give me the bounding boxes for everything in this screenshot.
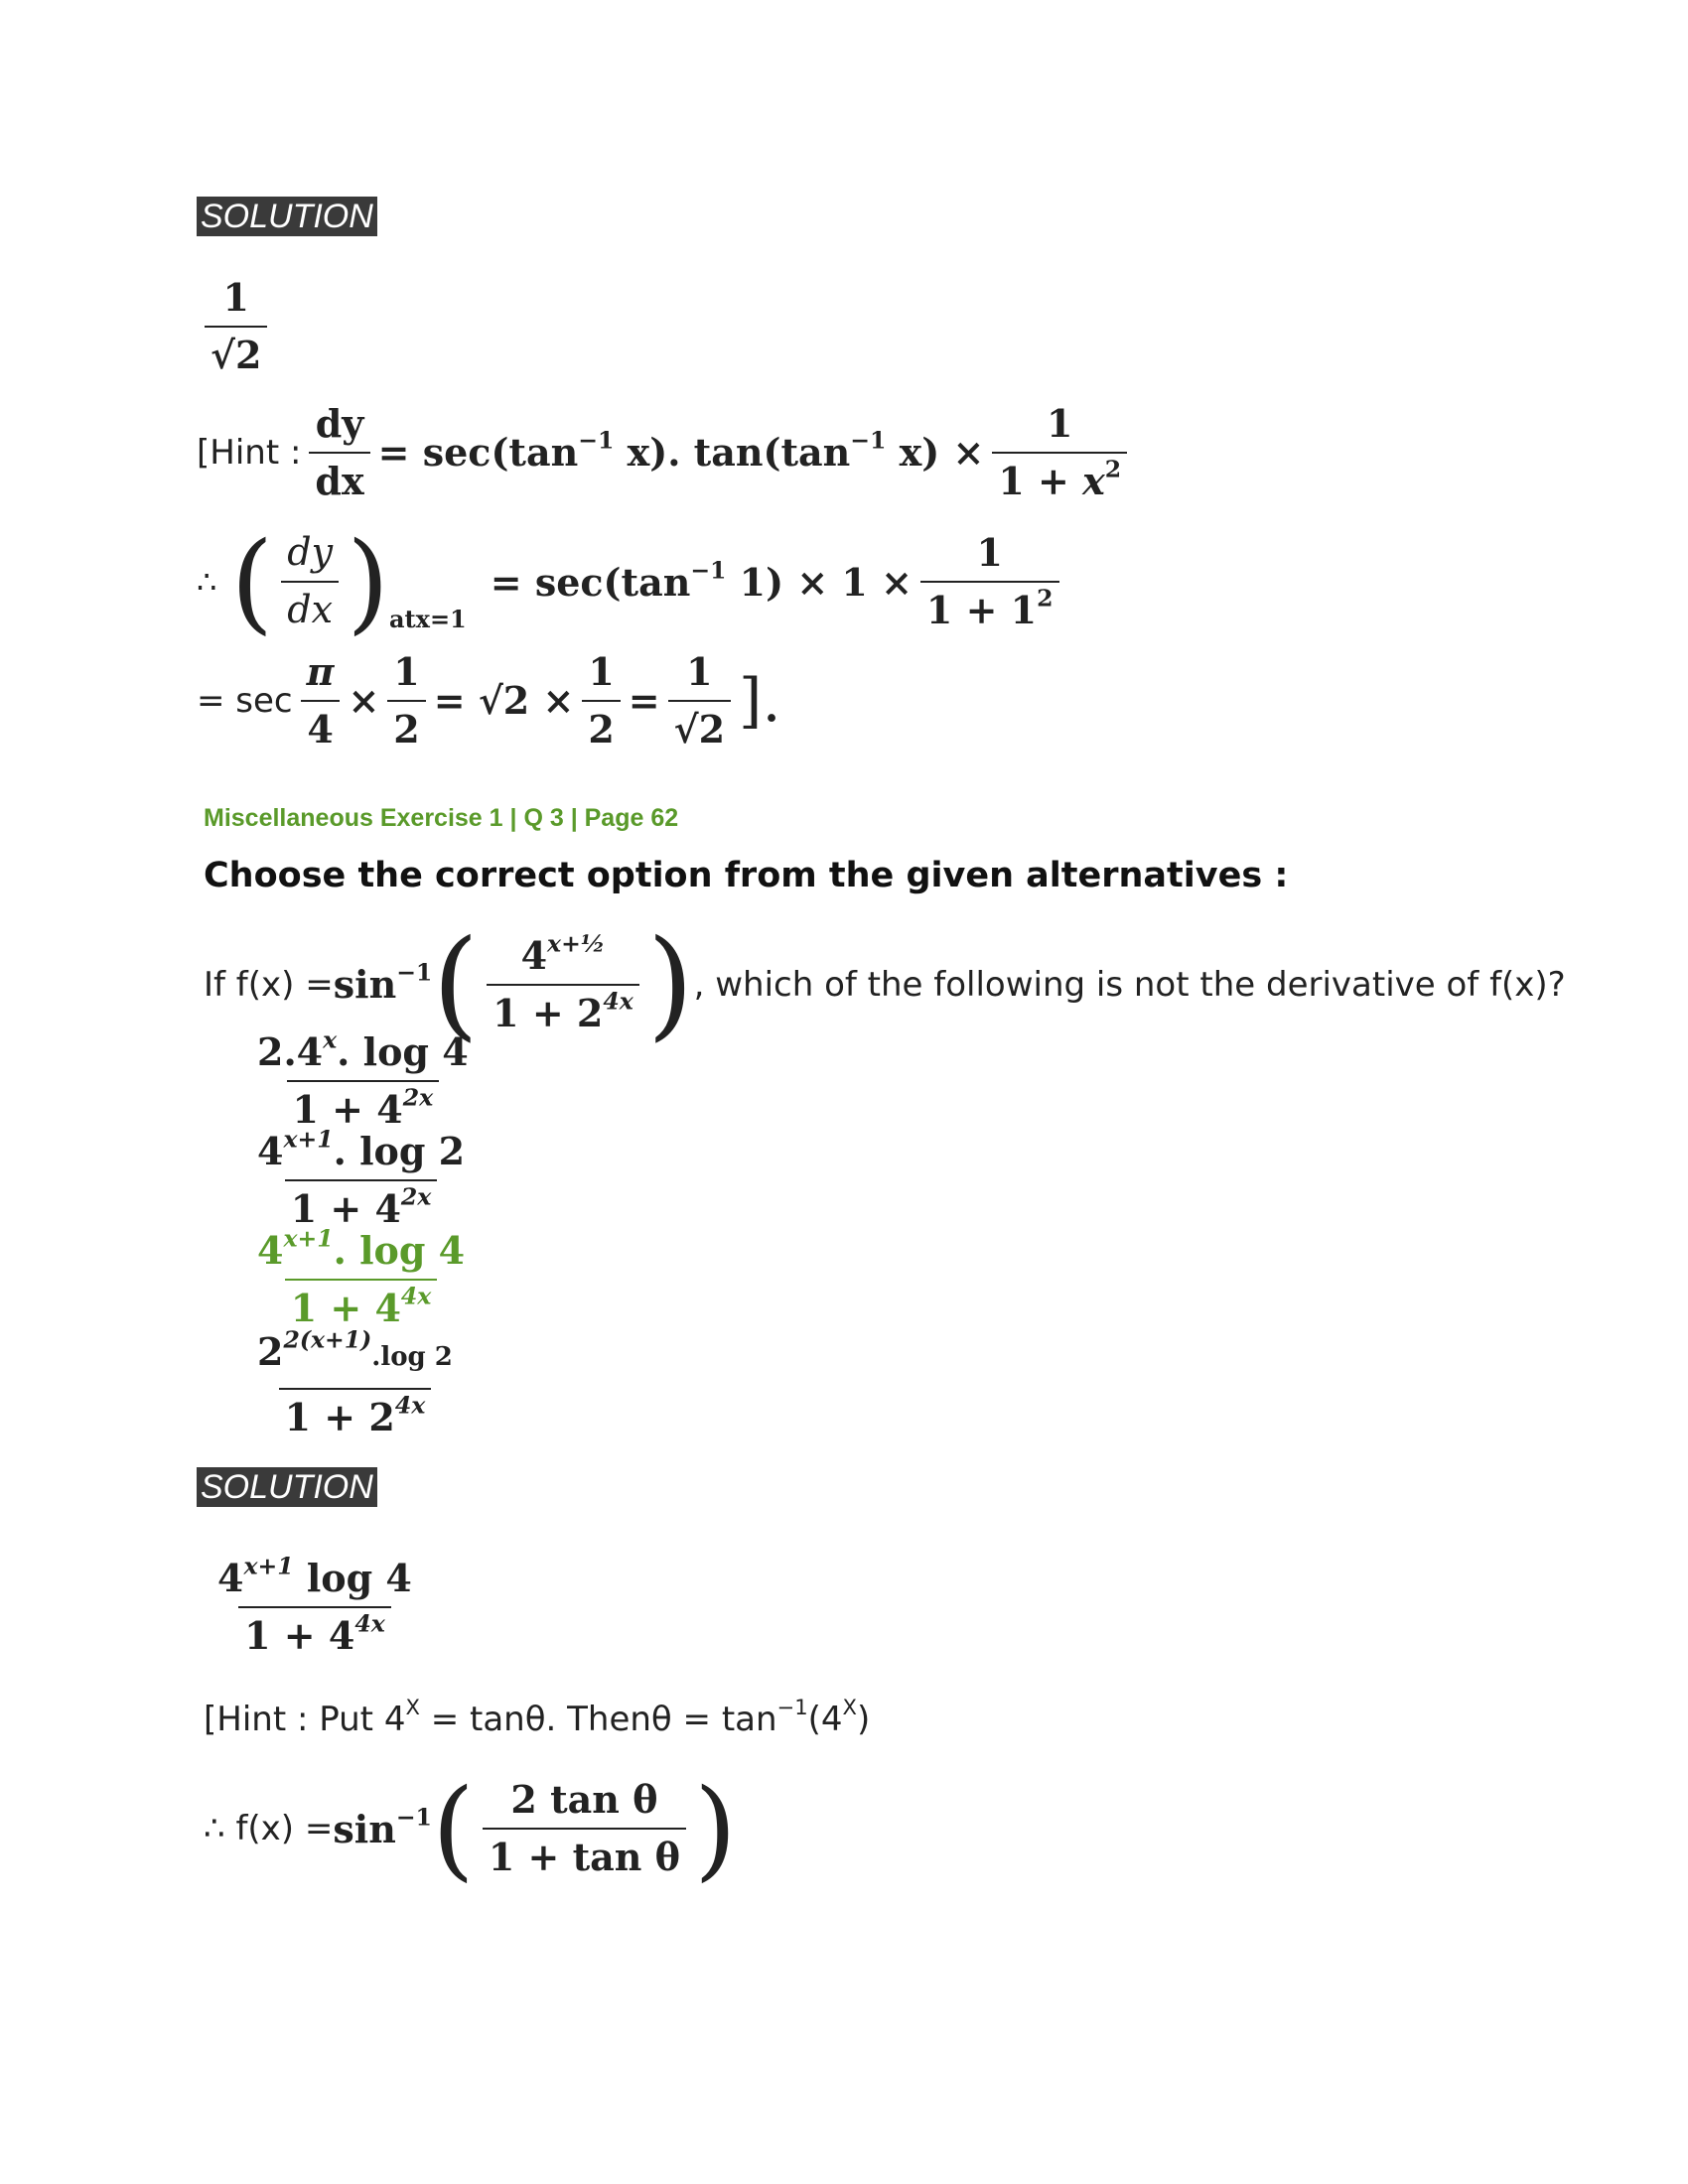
- den-a: 1 + 2: [492, 990, 604, 1035]
- option-c-correct[interactable]: [243, 1224, 479, 1330]
- num-b: log 4: [293, 1556, 412, 1600]
- num-exp: 2(x+1): [283, 1325, 372, 1354]
- question-title: Choose the correct option from the given alternatives :: [204, 856, 1289, 895]
- den-exp: 4x: [354, 1609, 385, 1638]
- dx: dx: [309, 452, 369, 503]
- hint2-b: = tanθ. Thenθ = tan: [419, 1700, 777, 1739]
- den-b: x: [1082, 458, 1105, 503]
- den-exp: 2x: [400, 1182, 432, 1211]
- num-exp: x+1: [243, 1552, 294, 1580]
- den-exp: 4x: [394, 1391, 426, 1420]
- tan-den: 1 + tan θ: [483, 1828, 686, 1879]
- tan-fraction: [483, 1778, 686, 1878]
- num-b: . log 4: [337, 1029, 469, 1074]
- pi-over-4: [301, 650, 341, 751]
- dy: dy: [287, 530, 334, 575]
- hint2-a: [Hint : Put 4: [204, 1700, 406, 1739]
- option-d[interactable]: [243, 1325, 467, 1439]
- num-exp: x+1: [283, 1125, 334, 1154]
- sup-x: X: [405, 1695, 420, 1720]
- sup-square: 2: [1104, 455, 1122, 483]
- answer-denominator: √2: [205, 326, 267, 377]
- den-a: 1 +: [998, 458, 1083, 503]
- close-paren: ): [347, 518, 389, 645]
- therefore-rhs: [490, 555, 913, 605]
- one: 1: [393, 649, 420, 694]
- sup-x: X: [842, 1695, 857, 1720]
- den-a: 1 + 2: [284, 1394, 395, 1439]
- one-half: [387, 650, 425, 751]
- hint-frac-den: [992, 452, 1127, 503]
- one-over-root2: [668, 650, 731, 751]
- num-b: .log 2: [371, 1342, 453, 1372]
- close-paren: ): [694, 1765, 737, 1892]
- hint-prefix: [Hint :: [197, 432, 302, 473]
- den-a: 1 + 4: [292, 1086, 403, 1132]
- open-paren: (: [432, 915, 480, 1053]
- therefore-prefix: ∴ f(x) =: [204, 1809, 334, 1848]
- therefore-symbol: ∴: [197, 563, 217, 601]
- hint-rhs-a: (tan: [491, 430, 579, 476]
- sup-inverse: −1: [850, 426, 887, 455]
- sup-inverse: −1: [776, 1695, 808, 1720]
- hint-rhs-b: x). tan(tan: [614, 430, 851, 476]
- hint-eq: = sec: [377, 430, 492, 476]
- after-text: 1) × 1 ×: [726, 559, 913, 605]
- num-a: 2.4: [257, 1029, 324, 1074]
- question-fraction: [487, 929, 639, 1035]
- sup-inverse: −1: [396, 958, 433, 987]
- hint-fraction: [992, 402, 1127, 502]
- question-suffix: , which of the following is not the derivative of f(x)?: [693, 964, 1566, 1005]
- open-paren: (: [431, 1765, 475, 1892]
- num-exponent: x+½: [547, 929, 606, 958]
- close-bracket: ].: [739, 665, 781, 736]
- sin: sin: [333, 1806, 396, 1851]
- tan-num: 2 tan θ: [510, 1777, 658, 1823]
- therefore-line-1: [197, 518, 1067, 645]
- den-a: 1 + 4: [290, 1185, 401, 1231]
- close-paren: ): [646, 915, 694, 1053]
- root2: √2: [668, 700, 731, 751]
- pi: π: [306, 649, 335, 694]
- num-b: . log 4: [333, 1228, 466, 1273]
- hint-rhs-c: x) ×: [886, 430, 985, 476]
- den-text: 1 + 1: [925, 588, 1038, 632]
- hint-frac-num: 1: [1047, 401, 1073, 446]
- answer-fraction: [204, 1552, 426, 1658]
- open-paren: (: [230, 518, 274, 645]
- times: ×: [348, 678, 380, 724]
- result-line: [197, 650, 781, 751]
- sin: sin: [333, 962, 397, 1007]
- num-a: 4: [257, 1129, 284, 1173]
- evaluated-at: atx=1: [389, 605, 467, 633]
- sup-inverse: −1: [690, 555, 727, 584]
- two: 2: [582, 700, 620, 751]
- dy: dy: [315, 401, 364, 446]
- num-a: 2: [257, 1329, 284, 1374]
- sin-inverse: [333, 958, 433, 1007]
- num-a: 4: [257, 1228, 284, 1273]
- answer-numerator: 1: [222, 275, 249, 320]
- num-exp: x+1: [283, 1224, 334, 1253]
- dy-dx-fraction: [309, 402, 369, 502]
- num-base: 4: [520, 932, 548, 978]
- sin-inverse: [333, 1802, 432, 1851]
- dy-dx-fraction: [281, 531, 339, 631]
- hint2-d: ): [856, 1700, 871, 1739]
- equals: =: [628, 678, 660, 724]
- frac-num: 1: [976, 530, 1003, 576]
- hint2-c: (4: [807, 1700, 843, 1739]
- num-exp: x: [323, 1025, 338, 1054]
- frac-den: [920, 581, 1059, 632]
- therefore-line-2: [204, 1765, 737, 1892]
- question-den: [487, 984, 639, 1035]
- sup-square: 2: [1037, 584, 1054, 613]
- hint-rhs: [377, 426, 985, 476]
- sec-prefix: = sec: [197, 680, 293, 721]
- two: 2: [387, 700, 425, 751]
- question-num: [515, 929, 612, 984]
- den-exponent: 4x: [603, 986, 633, 1015]
- hint-line-1: [197, 402, 1135, 502]
- sup-inverse: −1: [578, 426, 615, 455]
- question-reference: Miscellaneous Exercise 1 | Q 3 | Page 62: [204, 804, 679, 832]
- answer-fraction: [197, 276, 275, 376]
- num-b: . log 2: [333, 1129, 466, 1173]
- dx: dx: [281, 581, 339, 632]
- solution-badge: SOLUTION: [197, 197, 377, 236]
- solution-badge: SOLUTION: [197, 1467, 377, 1507]
- den-exp: 4x: [400, 1282, 432, 1310]
- four: 4: [301, 700, 339, 751]
- hint-line-2: [204, 1695, 871, 1739]
- one: 1: [588, 649, 615, 694]
- den-exp: 2x: [402, 1083, 434, 1112]
- sup-inverse: −1: [395, 1802, 432, 1831]
- num-a: 4: [217, 1556, 244, 1600]
- eq-root2: = √2 ×: [433, 678, 575, 724]
- question-prefix: If f(x) =: [204, 964, 334, 1005]
- den-a: 1 + 4: [290, 1285, 401, 1330]
- option-a[interactable]: [243, 1025, 483, 1132]
- therefore-fraction: [920, 531, 1059, 631]
- one: 1: [686, 649, 713, 694]
- den-a: 1 + 4: [244, 1612, 355, 1658]
- one-half-b: [582, 650, 620, 751]
- eq-sec: = sec(tan: [490, 559, 691, 605]
- option-b[interactable]: [243, 1125, 479, 1231]
